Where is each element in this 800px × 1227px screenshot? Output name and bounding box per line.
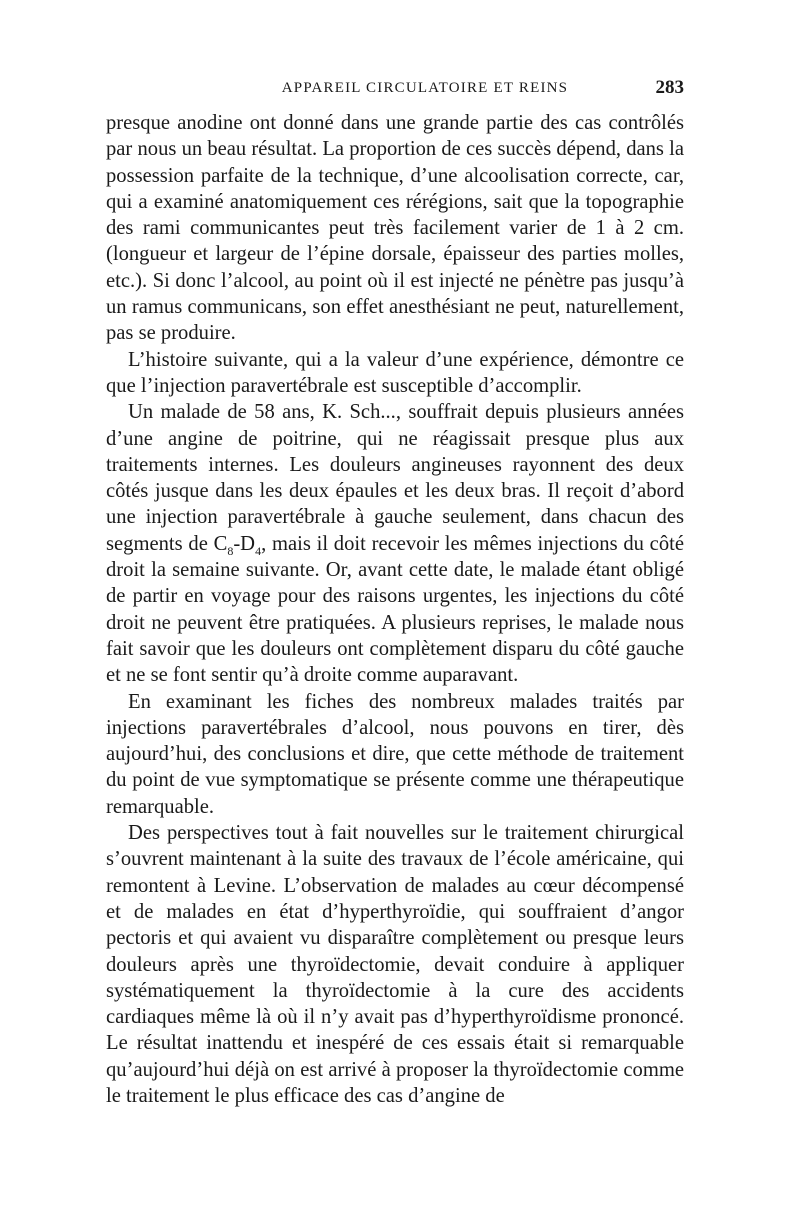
case-text-before: Un malade de 58 ans, K. Sch..., souffrait depuis plusieurs années d’une angine de poitrine, qui ne réagissait presque plus aux traitements internes. Les douleurs angineuses rayonnent des deux côtés jusque dans les deux épaules et les deux bras. Il reçoit d’abord une injection paravertébrale à gauche seulement, dans chacun des segments de C (106, 401, 684, 555)
subscript-d: 4 (255, 543, 262, 558)
paragraph-continuation: presque anodine ont donné dans une grande partie des cas contrôlés par nous un beau résultat. La proportion de ces succès dépend, dans la possession parfaite de la technique, d’une alcoolisation correcte, car, qui a examiné anatomiquement ces rérégions, sait que la topographie des rami communicantes peut très facilement varier de 1 à 2 cm. (longueur et largeur de l’épine dorsale, épaisseur des parties molles, etc.). Si donc l’alcool, au point où il est injecté ne pénètre pas jusqu’à un ramus communicans, son effet anesthésiant ne peut, naturellement, pas se produire. (106, 112, 684, 345)
paragraph-surgical-perspectives: Des perspectives tout à fait nouvelles sur le traitement chirurgical s’ouvrent maintenant à la suite des travaux de l’école américaine, qui remontent à Levine. L’observation de malades au cœur décompensé et de malades en état d’hyperthyroïdie, qui souffraient d’angor pectoris et qui avaient vu disparaître complètement ou presque leurs douleurs après une thyroïdectomie, devait conduire à appliquer systématiquement la thyroïdectomie à la cure des accidents cardiaques même là où il n’y avait pas d’hyperthyroïdisme prononcé. Le résultat inattendu et inespéré de ces essais était si remarquable qu’aujourd’hui déjà on est arrivé à proposer la thyroïdectomie comme le traitement le plus efficace des cas d’angine de (106, 822, 684, 1107)
subscript-c: 8 (227, 543, 234, 558)
body-text (106, 110, 684, 1109)
paragraph-case-report (106, 399, 684, 688)
case-text-after: , mais il doit recevoir les mêmes injections du côté droit la semaine suivante. Or, avant cette date, le malade étant obligé de partir en voyage pour des raisons urgentes, les injections du côté droit ne peuvent être pratiquées. A plusieurs reprises, le malade nous fait savoir que les douleurs ont complètement disparu du côté gauche et ne se font sentir qu’à droite comme auparavant. (106, 532, 684, 687)
case-text-mid: -D (233, 532, 256, 555)
paragraph-history-intro: L’histoire suivante, qui a la valeur d’une expérience, démontre ce que l’injection paravertébrale est susceptible d’accomplir. (106, 348, 684, 397)
running-head (106, 68, 684, 108)
book-page (106, 68, 684, 1109)
paragraph-conclusions: En examinant les fiches des nombreux malades traités par injections paravertébrales d’alcool, nous pouvons en tirer, dès aujourd’hui, des conclusions et dire, que cette méthode de traitement du point de vue symptomatique se présente comme une thérapeutique remarquable. (106, 690, 684, 818)
page-number: 283 (655, 77, 684, 98)
running-title: APPAREIL CIRCULATOIRE ET REINS (281, 80, 569, 96)
